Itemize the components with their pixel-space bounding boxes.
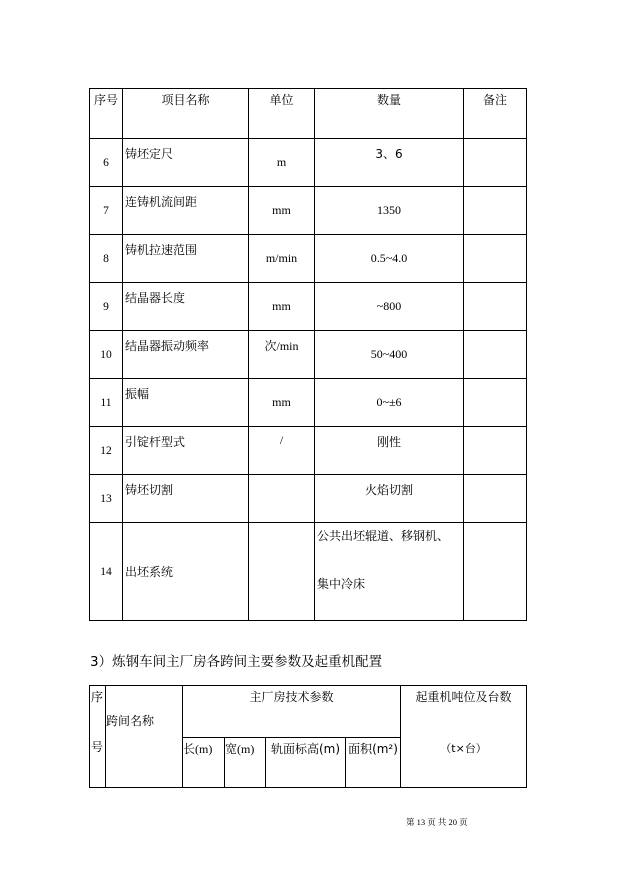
- row-note: [464, 475, 527, 523]
- row-unit: mm: [249, 379, 315, 427]
- row-unit: m: [249, 139, 315, 187]
- row-unit: mm: [249, 283, 315, 331]
- table2-header-row: [90, 686, 527, 738]
- row-note: [464, 523, 527, 621]
- span-parameters-table: [89, 685, 527, 788]
- row-seq: 9: [90, 283, 123, 331]
- col-area: 面积(m²): [346, 738, 401, 788]
- row-note: [464, 427, 527, 475]
- table-row: [90, 379, 527, 427]
- row-unit: 次/min: [249, 331, 315, 379]
- row-qty: 火焰切割: [315, 475, 464, 523]
- qty-line-2: 集中冷床: [317, 577, 366, 591]
- row-unit: [249, 475, 315, 523]
- row-seq: 6: [90, 139, 123, 187]
- row-name: 出坯系统: [123, 523, 249, 621]
- header-unit: 单位: [249, 89, 315, 139]
- seq-bottom: 号: [91, 740, 104, 754]
- col-length: 长(m): [183, 738, 225, 788]
- header-name: 项目名称: [123, 89, 249, 139]
- parameters-table: [89, 88, 527, 621]
- row-note: [464, 283, 527, 331]
- row-qty: 0.5~4.0: [315, 235, 464, 283]
- row-unit: /: [249, 427, 315, 475]
- row-name: 铸坯切割: [123, 475, 249, 523]
- table-row: [90, 523, 527, 621]
- seq-top: 序: [91, 690, 104, 704]
- row-seq: 7: [90, 187, 123, 235]
- table-row: [90, 235, 527, 283]
- row-name: 引锭杆型式: [123, 427, 249, 475]
- col-rail-height: 轨面标高(m): [266, 738, 346, 788]
- row-seq: 8: [90, 235, 123, 283]
- row-name: 振幅: [123, 379, 249, 427]
- crane-title: 起重机吨位及台数: [415, 690, 512, 704]
- seq-header: [90, 686, 106, 788]
- row-name: 结晶器振动频率: [123, 331, 249, 379]
- row-seq: 11: [90, 379, 123, 427]
- table-row: [90, 427, 527, 475]
- row-qty: ~800: [315, 283, 464, 331]
- row-note: [464, 187, 527, 235]
- header-seq: 序号: [90, 89, 123, 139]
- row-qty: 50~400: [315, 331, 464, 379]
- table-row: [90, 187, 527, 235]
- col-width: 宽(m): [225, 738, 266, 788]
- header-qty: 数量: [315, 89, 464, 139]
- row-seq: 10: [90, 331, 123, 379]
- header-note: 备注: [464, 89, 527, 139]
- row-qty: 刚性: [315, 427, 464, 475]
- row-unit: m/min: [249, 235, 315, 283]
- table-row: [90, 331, 527, 379]
- table-row: [90, 139, 527, 187]
- row-note: [464, 331, 527, 379]
- row-seq: 13: [90, 475, 123, 523]
- span-name-header: 跨间名称: [106, 686, 183, 788]
- section-heading: 3）炼钢车间主厂房各跨间主要参数及起重机配置: [90, 654, 383, 670]
- row-seq: 14: [90, 523, 123, 621]
- table-row: [90, 283, 527, 331]
- row-qty: [315, 523, 464, 621]
- row-seq: 12: [90, 427, 123, 475]
- table-row: [90, 475, 527, 523]
- row-qty: 0~±6: [315, 379, 464, 427]
- crane-header: [401, 686, 527, 788]
- row-name: 铸机拉速范围: [123, 235, 249, 283]
- row-name: 铸坯定尺: [123, 139, 249, 187]
- page-footer: 第 13 页 共 20 页: [406, 817, 468, 827]
- row-note: [464, 139, 527, 187]
- row-unit: [249, 523, 315, 621]
- row-name: 连铸机流间距: [123, 187, 249, 235]
- row-qty: 3、6: [315, 139, 464, 187]
- row-note: [464, 379, 527, 427]
- qty-line-1: 公共出坯辊道、移钢机、: [317, 529, 450, 543]
- row-name: 结晶器长度: [123, 283, 249, 331]
- main-params-header: 主厂房技术参数: [183, 686, 401, 738]
- row-unit: mm: [249, 187, 315, 235]
- crane-unit: （t×台）: [440, 742, 487, 755]
- row-qty: 1350: [315, 187, 464, 235]
- table-header-row: [90, 89, 527, 139]
- row-note: [464, 235, 527, 283]
